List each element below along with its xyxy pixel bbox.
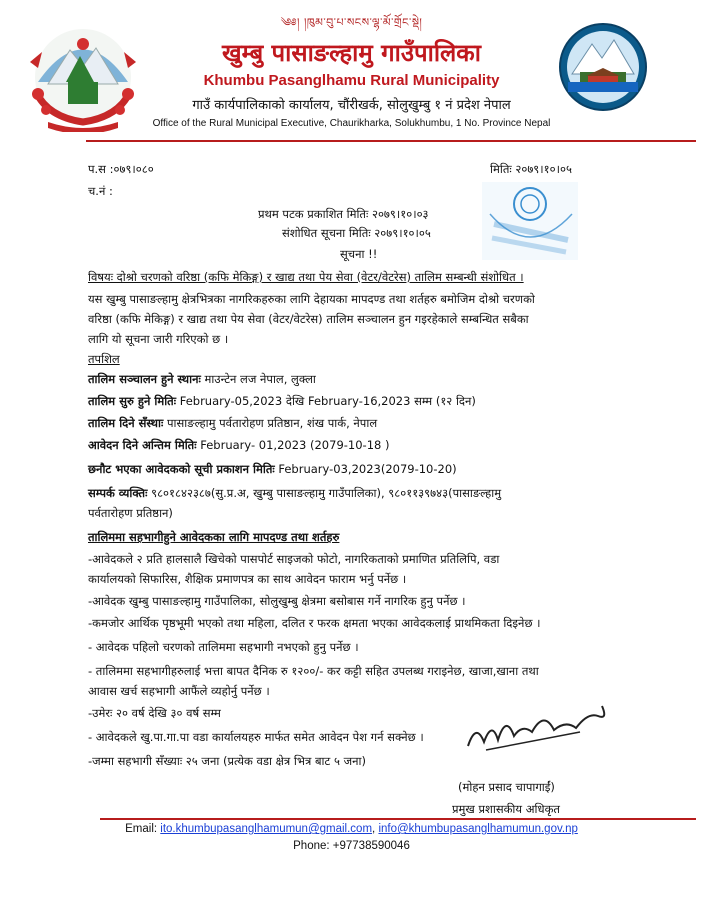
detail-shortlist-date [88,460,457,478]
notice-subject: विषयः दोश्रो चरणको वरिष्ठा (कफि मेकिङ्ग) र खाद्य तथा पेय सेवा (वेटर/वेटरेस) तालिम सम्बन्धी संशोधित । [88,270,524,284]
detail-training-institution [88,414,377,432]
signatory-name: (मोहन प्रसाद चापागाईं) [458,780,555,794]
revised-notice-date: संशोधित सूचना मितिः २०७९।१०।०५ [282,226,431,240]
email-label: Email: [125,823,161,835]
detail-label: छनौट भएका आवेदकको सूची प्रकाशन मितिः [88,462,275,476]
office-address-english: Office of the Rural Municipal Executive, Chaurikharka, Solukhumbu, 1 No. Province Nepal [152,118,551,129]
header-divider [86,140,696,142]
notice-body-line: यस खुम्बु पासाङल्हामु क्षेत्रभित्रका नागरिकहरुका लागि देहायका मापदण्ड तथा शर्तहरु बमोजिम दोश्रो चरणको [88,292,535,306]
email-separator: , [372,823,379,835]
detail-label: तालिम दिने सँस्थाः [88,416,164,430]
official-stamp-icon [480,180,580,262]
footer-email-line [0,823,703,835]
criteria-heading: तालिममा सहभागीहुने आवेदकका लागि मापदण्ड तथा शर्तहरु [88,530,340,544]
criteria-item: - तालिममा सहभागीहरुलाई भत्ता बापत दैनिक रु १२००/- कर कट्टी सहित उपलब्ध गराइनेछ, खाजा,खाना तथा [88,664,539,678]
details-heading: तपशिल [88,352,120,366]
detail-value: February-03,2023(2079-10-20) [274,462,457,476]
email-link-info[interactable]: info@khumbupasanglhamumun.gov.np [378,823,578,835]
detail-start-date [88,392,476,410]
criteria-item: -आवेदक खुम्बु पासाङल्हामु गाउँपालिका, सोलुखुम्बु क्षेत्रमा बसोबास गर्ने नागरिक हुनु पर्नेछ । [88,594,466,608]
criteria-item: -आवेदकले २ प्रति हालसालै खिचेको पासपोर्ट साइजको फोटो, नागरिकताको प्रमाणित प्रतिलिपि, वडा [88,552,500,566]
detail-application-deadline [88,436,389,454]
detail-label: तालिम सुरु हुने मितिः [88,394,177,408]
signatory-designation: प्रमुख प्रशासकीय अधिकृत [452,802,560,816]
contact-person-line-2: पर्वतारोहण प्रतिष्ठान) [88,506,173,520]
letter-date: मितिः २०७९।१०।०५ [490,162,572,176]
detail-label: तालिम सञ्चालन हुने स्थानः [88,372,201,386]
municipality-title-english: Khumbu Pasanglhamu Rural Municipality [203,72,500,89]
criteria-item: -कमजोर आर्थिक पृष्ठभूमी भएको तथा महिला, दलित र फरक क्षमता भएका आवेदकलाई प्राथमिकता दिइनेछ । [88,616,541,630]
office-address-nepali: गाउँ कार्यपालिकाको कार्यालय, चौंरीखर्क, सोलुखुम्बु १ नं प्रदेश नेपाल [192,98,511,113]
notice-heading: सूचना !! [340,247,378,261]
criteria-item: -उमेरः २० वर्ष देखि ३० वर्ष सम्म [88,706,221,720]
detail-value: February- 01,2023 (2079-10-18 ) [196,438,390,452]
footer-divider [100,818,696,820]
dispatch-number: च.नं : [88,184,113,198]
detail-training-venue [88,370,316,388]
reference-number: प.स :०७९।०८० [88,162,154,176]
criteria-item: - आवेदक पहिलो चरणको तालिममा सहभागी नभएको हुनु पर्नेछ । [88,640,359,654]
contact-person-line [88,484,501,502]
criteria-item: -जम्मा सहभागी सँख्याः २५ जना (प्रत्येक वडा क्षेत्र भित्र बाट ५ जना) [88,754,367,768]
notice-body-line: लागि यो सूचना जारी गरिएको छ । [88,332,229,346]
criteria-item: आवास खर्च सहभागी आफैंले व्यहोर्नु पर्नेछ । [88,684,270,698]
criteria-item: - आवेदकले खु.पा.गा.पा वडा कार्यालयहरु मार्फत समेत आवेदन पेश गर्न सक्नेछ । [88,730,424,744]
email-link-ito[interactable]: ito.khumbupasanglhamumun@gmail.com [160,823,373,835]
signature-icon [462,702,612,758]
footer-phone: Phone: +97738590046 [293,840,410,852]
criteria-item: कार्यालयको सिफारिस, शैक्षिक प्रमाणपत्र का साथ आवेदन फाराम भर्नु पर्नेछ । [88,572,407,586]
contact-label: सम्पर्क व्यक्तिः [88,486,148,500]
detail-label: आवेदन दिने अन्तिम मितिः [88,438,197,452]
detail-value: पासाङल्हामु पर्वतारोहण प्रतिष्ठान, शंख पार्क, नेपाल [163,416,378,430]
first-published-date: प्रथम पटक प्रकाशित मितिः २०७९।१०।०३ [258,207,429,221]
municipality-title-nepali: खुम्बु पासाङल्हामु गाउँपालिका [222,39,481,67]
notice-body-line: वरिष्ठा (कफि मेकिङ्ग) र खाद्य तथा पेय सेवा (वेटर/वेटरेस) तालिम सञ्चालन हुन गइरहेकाले सम्बन्धित सबैका [88,312,529,326]
contact-value: ९८०१८४२३८७(सु.प्र.अ, खुम्बु पासाङल्हामु गाउँपालिका), ९८०११३९७४३(पासाङल्हामु [147,486,502,500]
tibetan-script-line: ༄༅། །ཁུམ་བུ་པ་སངས་ལྷ་མོ་གྲོང་སྡེ། [280,16,423,29]
detail-value: February-05,2023 देखि February-16,2023 सम्म (१२ दिन) [176,394,476,408]
detail-value: माउन्टेन लज नेपाल, लुक्ला [200,372,316,386]
